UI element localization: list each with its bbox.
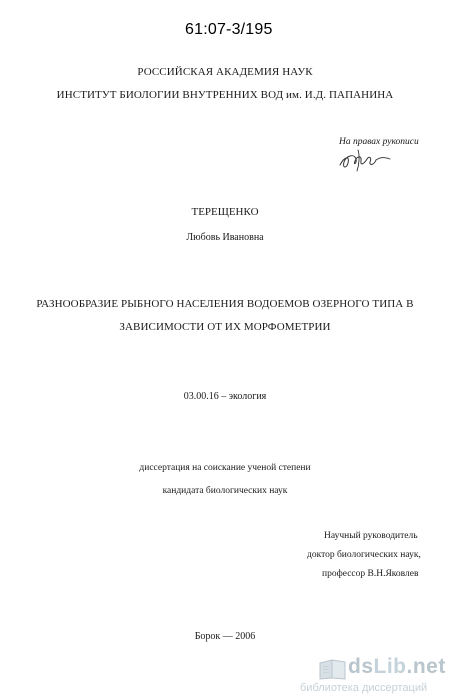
handwritten-signature	[336, 147, 394, 173]
book-icon	[318, 657, 348, 681]
author-surname: ТЕРЕЩЕНКО	[191, 206, 259, 218]
supervisor-role: Научный руководитель	[324, 531, 418, 541]
supervisor-name: профессор В.Н.Яковлев	[322, 569, 419, 579]
watermark-logo: dsLib.net	[348, 655, 446, 678]
organization-academy: РОССИЙСКАЯ АКАДЕМИЯ НАУК	[137, 66, 313, 78]
dslib-watermark	[286, 655, 446, 697]
archive-code: 61:07-3/195	[185, 21, 273, 38]
place-and-year: Борок — 2006	[194, 631, 256, 642]
dissertation-title-line2: ЗАВИСИМОСТИ ОТ ИХ МОРФОМЕТРИИ	[119, 321, 331, 333]
degree-line1: диссертация на соискание ученой степени	[139, 463, 311, 473]
specialty-code: 03.00.16 – экология	[183, 391, 267, 402]
degree-line2: кандидата биологических наук	[162, 486, 288, 496]
dissertation-title-line1: РАЗНООБРАЗИЕ РЫБНОГО НАСЕЛЕНИЯ ВОДОЕМОВ ОЗЕРНОГО ТИПА В	[36, 298, 414, 310]
watermark-subtitle: библиотека диссертаций	[300, 682, 428, 694]
organization-institute: ИНСТИТУТ БИОЛОГИИ ВНУТРЕННИХ ВОД им. И.Д. ПАПАНИНА	[56, 89, 394, 101]
manuscript-rights-label: На правах рукописи	[339, 137, 419, 147]
supervisor-degree: доктор биологических наук,	[307, 550, 421, 560]
author-given-names: Любовь Ивановна	[186, 232, 264, 243]
